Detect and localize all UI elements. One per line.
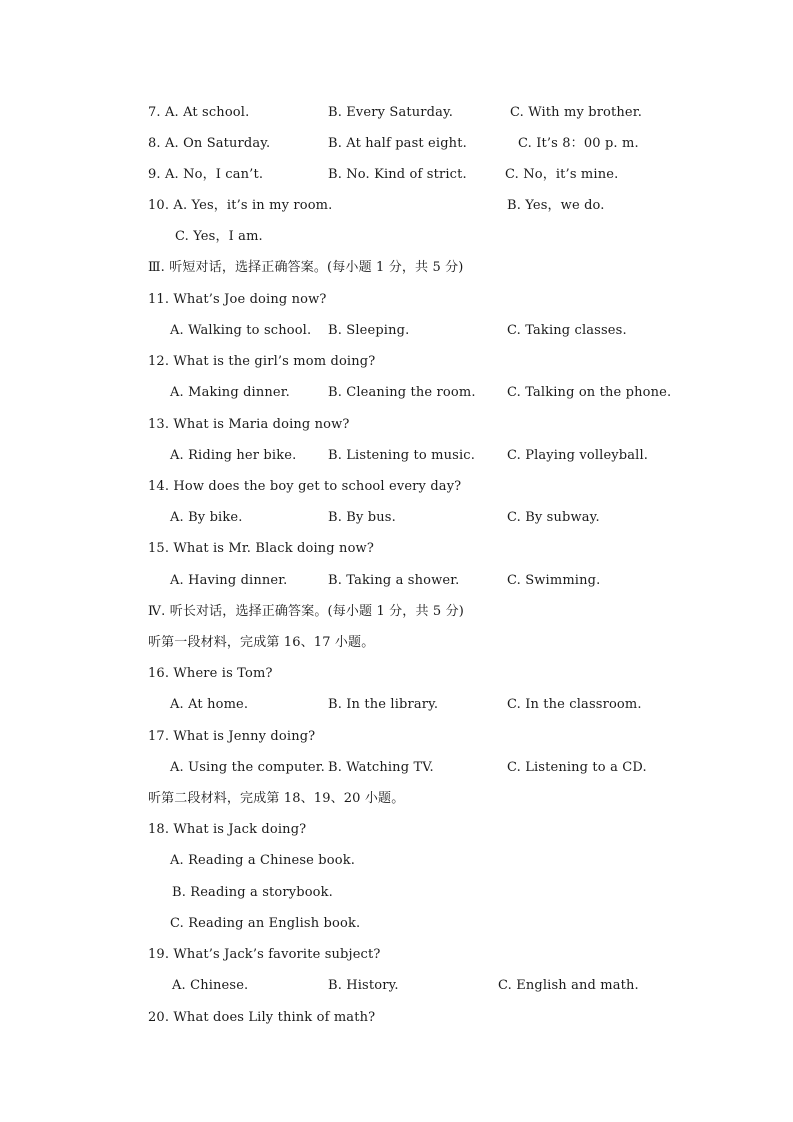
q19-option-b: B. History.: [328, 978, 399, 993]
q9-option-b: B. No. Kind of strict.: [328, 167, 467, 182]
q16-option-a: A. At home.: [170, 697, 249, 712]
q18-question: 18. What is Jack doing?: [148, 822, 307, 837]
q12-option-b: B. Cleaning the room.: [328, 385, 476, 400]
q11-option-c: C. Taking classes.: [507, 323, 627, 338]
q8-option-b: B. At half past eight.: [328, 136, 467, 151]
q17-option-c: C. Listening to a CD.: [507, 760, 647, 775]
q7-option-a: 7. A. At school.: [148, 105, 250, 120]
q14-question: 14. How does the boy get to school every day?: [148, 479, 462, 494]
q9-option-c: C. No，it’s mine.: [505, 167, 619, 182]
q11-question: 11. What’s Joe doing now?: [148, 292, 327, 307]
q13-option-c: C. Playing volleyball.: [507, 448, 649, 463]
q12-question: 12. What is the girl’s mom doing?: [148, 354, 376, 369]
q17-option-b: B. Watching TV.: [328, 760, 434, 775]
q10-option-c: C. Yes，I am.: [175, 229, 263, 244]
q11-option-b: B. Sleeping.: [328, 323, 410, 338]
q7-option-c: C. With my brother.: [510, 105, 642, 120]
section3-heading: Ⅲ. 听短对话，选择正确答案。(每小题 1 分，共 5 分): [148, 260, 464, 275]
section4-part2-instruction: 听第二段材料，完成第 18、19、20 小题。: [148, 791, 405, 806]
q20-question: 20. What does Lily think of math?: [148, 1010, 376, 1025]
q17-option-a: A. Using the computer.: [170, 760, 325, 775]
q14-option-b: B. By bus.: [328, 510, 396, 525]
q14-option-a: A. By bike.: [170, 510, 243, 525]
q13-option-a: A. Riding her bike.: [170, 448, 297, 463]
q13-question: 13. What is Maria doing now?: [148, 417, 350, 432]
q17-question: 17. What is Jenny doing?: [148, 729, 316, 744]
q15-option-a: A. Having dinner.: [170, 573, 288, 588]
q15-option-b: B. Taking a shower.: [328, 573, 460, 588]
q19-question: 19. What’s Jack’s favorite subject?: [148, 947, 381, 962]
q12-option-a: A. Making dinner.: [170, 385, 290, 400]
q18-option-b: B. Reading a storybook.: [172, 885, 333, 900]
q12-option-c: C. Talking on the phone.: [507, 385, 672, 400]
q13-option-b: B. Listening to music.: [328, 448, 475, 463]
q8-option-c: C. It’s 8：00 p. m.: [518, 136, 639, 151]
q18-option-a: A. Reading a Chinese book.: [170, 853, 355, 868]
q16-option-c: C. In the classroom.: [507, 697, 642, 712]
q14-option-c: C. By subway.: [507, 510, 600, 525]
q9-option-a: 9. A. No，I can’t.: [148, 167, 264, 182]
q15-option-c: C. Swimming.: [507, 573, 601, 588]
q16-option-b: B. In the library.: [328, 697, 439, 712]
q10-option-a: 10. A. Yes，it’s in my room.: [148, 198, 333, 213]
q16-question: 16. Where is Tom?: [148, 666, 273, 681]
q8-option-a: 8. A. On Saturday.: [148, 136, 271, 151]
q15-question: 15. What is Mr. Black doing now?: [148, 541, 374, 556]
q10-option-b: B. Yes，we do.: [507, 198, 605, 213]
q11-option-a: A. Walking to school.: [170, 323, 312, 338]
q7-option-b: B. Every Saturday.: [328, 105, 454, 120]
q19-option-c: C. English and math.: [498, 978, 639, 993]
q19-option-a: A. Chinese.: [172, 978, 249, 993]
section4-part1-instruction: 听第一段材料，完成第 16、17 小题。: [148, 635, 375, 650]
q18-option-c: C. Reading an English book.: [170, 916, 361, 931]
section4-heading: Ⅳ. 听长对话，选择正确答案。(每小题 1 分，共 5 分): [148, 604, 464, 619]
